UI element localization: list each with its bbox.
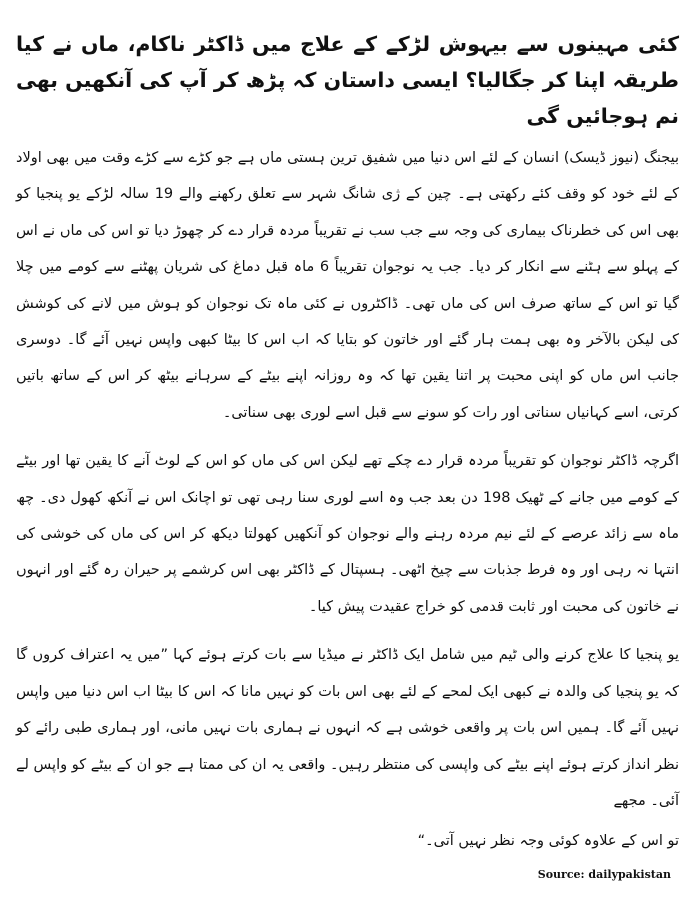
article-headline: کئی مہینوں سے بیہوش لڑکے کے علاج میں ڈاکٹر ناکام، ماں نے کیا طریقہ اپنا کر جگالیا؟ ایسی داستان کہ پڑھ کر آپ کی آنکھیں بھی نم ہوجائیں گی bbox=[16, 32, 679, 128]
article-paragraph-doctor-quote: یو پنجیا کا علاج کرنے والی ٹیم میں شامل ایک ڈاکٹر نے میڈیا سے بات کرتے ہوئے کہا ”میں یہ اعتراف کروں گا کہ یو پنجیا کی والدہ نے کبھی ایک لمحے کے لئے بھی اس بات کو نہیں مانا کہ اس کا بیٹا اب اس دنیا میں واپس نہیں آئے گا۔ ہمیں اس بات پر واقعی خوشی ہے کہ انہوں نے ہماری بات نہیں مانی، اور ہماری طبی رائے کو نظر انداز کرتے ہوئے اپنے بیٹے کی واپسی کی منتظر رہیں۔ واقعی یہ ان کی ممتا ہے جو ان کے بیٹے کو واپس لے آئی۔ مجھے bbox=[16, 647, 679, 809]
article-paragraph-awakening: اگرچہ ڈاکٹر نوجوان کو تقریباً مردہ قرار دے چکے تھے لیکن اس کی ماں کو اس کے لوٹ آنے کا یقین تھا اور بیٹے کے کومے میں جانے کے ٹھیک 198 دن بعد جب وہ اسے لوری سنا رہی تھی تو اچانک اس نے آنکھ کھول دی۔ چھ ماہ سے زائد عرصے کے لئے نیم مردہ رہنے والے نوجوان کو آنکھیں کھولتا دیکھ کر اس کی ماں کی خوشی کی انتہا نہ رہی اور وہ فرط جذبات سے چیخ اٹھی۔ ہسپتال کے ڈاکٹر بھی اس کرشمے پر حیران رہ گئے اور انہوں نے خاتون کی محبت اور ثابت قدمی کو خراج عقیدت پیش کیا۔ bbox=[16, 453, 679, 615]
article-paragraph-quote-end: تو اس کے علاوہ کوئی وجہ نظر نہیں آتی۔“ bbox=[417, 833, 679, 850]
source-credit: Source: dailypakistan bbox=[537, 868, 671, 881]
article-paragraph-intro: بیجنگ (نیوز ڈیسک) انسان کے لئے اس دنیا میں شفیق ترین ہستی ماں ہے جو کڑے سے کڑے وقت میں بھی اولاد کے لئے خود کو وقف کئے رکھتی ہے۔ چین کے ژی شانگ شہر سے تعلق رکھنے والے 19 سالہ لڑکے یو پنجیا کو بھی اس کی خطرناک بیماری کی وجہ سے جب سب نے تقریباً مردہ قرار دے کر چھوڑ دیا تو اس کی ماں نے اس کے پہلو سے ہٹنے سے انکار کر دیا۔ جب یہ نوجوان تقریباً 6 ماہ قبل دماغ کی شریان پھٹنے سے کومے میں چلا گیا تو اس کے ساتھ صرف اس کی ماں تھی۔ ڈاکٹروں نے کئی ماہ تک نوجوان کو ہوش میں لانے کی کوشش کی لیکن بالآخر وہ بھی ہمت ہار گئے اور خاتون کو بتایا کہ اب اس کا بیٹا کبھی واپس نہیں آئے گا۔ دوسری جانب اس ماں کو اپنی محبت پر اتنا یقین تھا کہ وہ روزانہ اپنے بیٹے کے سرہانے بیٹھ کر اس کے ساتھ باتیں کرتی، اسے کہانیاں سناتی اور رات کو سونے سے قبل اسے لوری بھی سناتی۔ bbox=[16, 150, 679, 421]
